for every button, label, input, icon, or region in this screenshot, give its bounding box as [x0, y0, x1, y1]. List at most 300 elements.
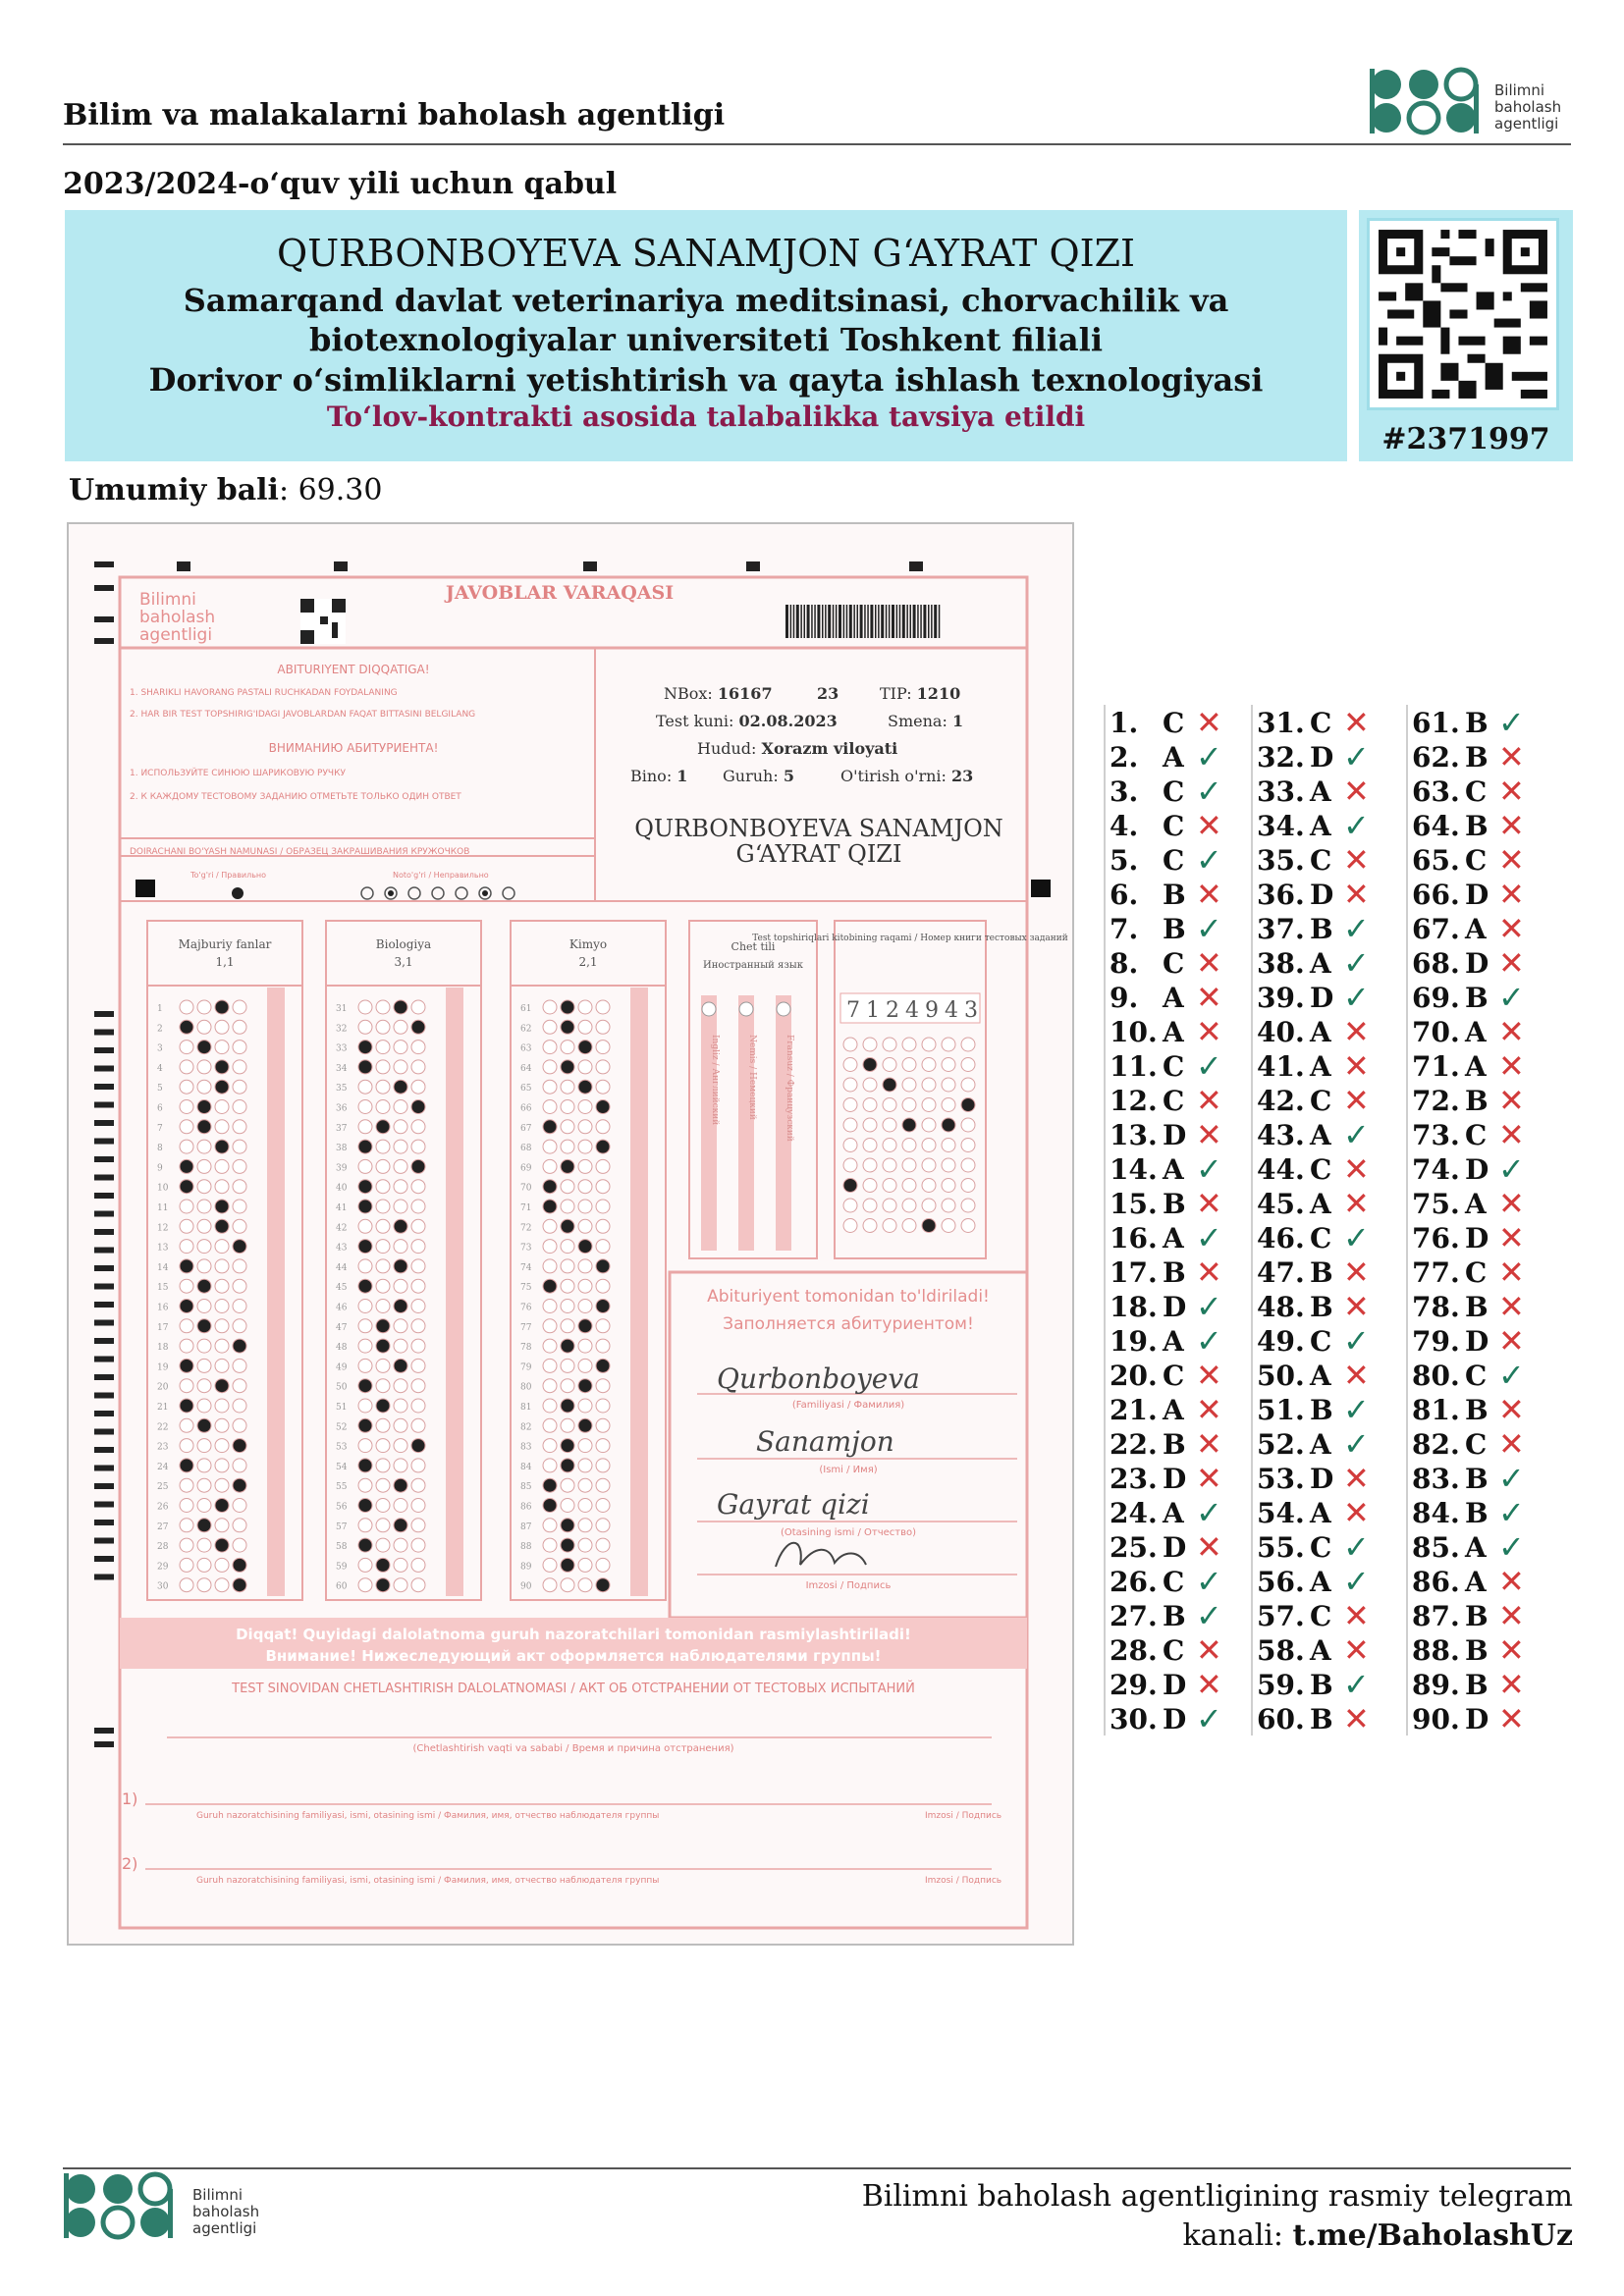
barcode-bar	[822, 605, 824, 638]
empty-bubble	[215, 1439, 229, 1453]
answer-row	[1408, 1461, 1555, 1495]
filled-bubble	[596, 1259, 610, 1273]
empty-bubble	[902, 1139, 916, 1152]
check-icon: ✓	[1343, 1391, 1370, 1428]
empty-bubble	[561, 1240, 574, 1254]
cross-icon: ✕	[1343, 841, 1370, 879]
svg-text:Hudud: Xorazm viloyati	[697, 739, 897, 758]
empty-bubble	[578, 1259, 592, 1273]
filled-bubble	[596, 1578, 610, 1592]
empty-bubble	[358, 1478, 372, 1492]
answer-row	[1106, 1117, 1253, 1151]
empty-bubble	[197, 1000, 211, 1014]
question-index: 44	[336, 1262, 348, 1273]
timing-mark	[94, 1429, 114, 1435]
check-icon: ✓	[1343, 910, 1370, 947]
question-number: 40.	[1257, 1016, 1305, 1048]
chosen-answer: C	[1163, 1085, 1185, 1117]
filled-bubble	[561, 1000, 574, 1014]
question-number: 81.	[1412, 1394, 1460, 1426]
question-index: 84	[520, 1462, 532, 1472]
question-number: 79.	[1412, 1325, 1460, 1358]
answer-row	[1408, 1048, 1555, 1083]
warning-text-ru: Внимание! Нижеследующий акт оформляется наблюдателями группы!	[265, 1647, 882, 1665]
empty-bubble	[902, 1219, 916, 1233]
barcode-bar	[913, 605, 916, 638]
question-index: 81	[520, 1403, 532, 1413]
empty-bubble	[596, 1120, 610, 1134]
chosen-answer: D	[1465, 1222, 1489, 1255]
check-icon: ✓	[1498, 1460, 1525, 1497]
filled-bubble	[358, 1060, 372, 1074]
university-line: biotexnologiyalar universiteti Toshkent filiali	[309, 321, 1103, 358]
barcode-bar	[793, 605, 795, 638]
cross-icon: ✕	[1343, 1357, 1370, 1394]
empty-bubble	[180, 1319, 193, 1333]
empty-bubble	[922, 1098, 936, 1112]
barcode-bar	[910, 605, 912, 638]
chosen-answer: C	[1465, 775, 1488, 808]
chosen-answer: C	[1163, 1360, 1185, 1392]
empty-bubble	[411, 1319, 425, 1333]
filled-bubble	[197, 1041, 211, 1054]
timing-mark	[94, 1357, 114, 1362]
answer-row	[1408, 877, 1555, 911]
question-number: 85.	[1412, 1531, 1460, 1564]
empty-bubble	[394, 1558, 407, 1572]
check-icon: ✓	[1196, 1700, 1222, 1737]
filled-bubble	[233, 1578, 246, 1592]
answer-row	[1253, 1564, 1400, 1598]
empty-bubble	[233, 1259, 246, 1273]
question-index: 90	[520, 1581, 532, 1592]
qr-code[interactable]	[1367, 218, 1559, 410]
empty-bubble	[596, 1000, 610, 1014]
empty-bubble	[411, 1279, 425, 1293]
empty-bubble	[578, 1000, 592, 1014]
check-icon: ✓	[1196, 1494, 1222, 1531]
chosen-answer: A	[1465, 1016, 1487, 1048]
chosen-answer: A	[1465, 1188, 1487, 1220]
act-title: TEST SINOVIDAN CHETLASHTIRISH DALOLATNOMASI / АКТ ОБ ОТСТРАНЕНИИ ОТ ТЕСТОВЫХ ИСПЫТАНИЙ	[232, 1682, 915, 1696]
signature-caption: Imzosi / Подпись	[805, 1580, 892, 1591]
check-icon: ✓	[1498, 1528, 1525, 1566]
question-number: 42.	[1257, 1085, 1305, 1117]
filled-bubble	[561, 1020, 574, 1034]
filled-bubble	[543, 1279, 557, 1293]
check-icon: ✓	[1343, 1528, 1370, 1566]
question-number: 78.	[1412, 1291, 1460, 1323]
filled-bubble	[561, 1558, 574, 1572]
answer-row	[1253, 705, 1400, 739]
question-number: 54.	[1257, 1497, 1305, 1529]
empty-bubble	[215, 1319, 229, 1333]
filled-bubble	[561, 1159, 574, 1173]
footer-telegram	[862, 2177, 1573, 2256]
empty-bubble	[596, 1180, 610, 1194]
empty-bubble	[863, 1038, 877, 1051]
filled-bubble	[394, 1359, 407, 1372]
empty-bubble	[411, 1339, 425, 1353]
check-icon: ✓	[1343, 944, 1370, 982]
question-index: 59	[336, 1562, 348, 1573]
answer-row	[1253, 1151, 1400, 1186]
empty-bubble	[863, 1179, 877, 1193]
empty-bubble	[215, 1459, 229, 1472]
timing-mark	[94, 1447, 114, 1453]
empty-bubble	[376, 1300, 390, 1313]
empty-bubble	[358, 1300, 372, 1313]
sheet-title: JAVOBLAR VARAQASI	[445, 582, 675, 604]
empty-bubble	[394, 1459, 407, 1472]
answer-row	[1253, 1186, 1400, 1220]
timing-mark	[94, 1084, 114, 1090]
empty-bubble	[411, 1200, 425, 1213]
question-number: 33.	[1257, 775, 1305, 808]
empty-bubble	[197, 1259, 211, 1273]
question-index: 8	[157, 1144, 163, 1154]
empty-bubble	[961, 1078, 975, 1092]
question-index: 62	[520, 1024, 532, 1035]
empty-bubble	[358, 1000, 372, 1014]
answer-column	[1406, 705, 1555, 1735]
question-index: 15	[157, 1283, 169, 1294]
barcode-bar	[846, 605, 848, 638]
question-number: 20.	[1110, 1360, 1158, 1392]
empty-bubble	[578, 1120, 592, 1134]
filled-bubble	[578, 1240, 592, 1254]
question-index: 85	[520, 1482, 532, 1493]
barcode-bar	[790, 605, 792, 638]
answer-row	[1253, 1220, 1400, 1255]
empty-bubble	[376, 1499, 390, 1513]
empty-bubble	[233, 1418, 246, 1432]
timing-mark	[94, 1320, 114, 1326]
check-icon: ✓	[1196, 1322, 1222, 1360]
cross-icon: ✕	[1343, 1460, 1370, 1497]
barcode-bar	[892, 605, 894, 638]
chosen-answer: D	[1310, 982, 1334, 1014]
empty-bubble	[358, 1558, 372, 1572]
barcode-bar	[896, 605, 898, 638]
empty-bubble	[358, 1100, 372, 1114]
check-icon: ✓	[1343, 1425, 1370, 1463]
check-icon: ✓	[1343, 1219, 1370, 1256]
language-bubble	[739, 1002, 753, 1016]
empty-bubble	[543, 1020, 557, 1034]
chosen-answer: A	[1310, 1016, 1331, 1048]
empty-bubble	[358, 1020, 372, 1034]
question-number: 57.	[1257, 1600, 1305, 1632]
barcode-bar	[857, 605, 859, 638]
empty-bubble	[376, 1519, 390, 1532]
svg-text:Guruh: 5	[723, 767, 794, 785]
question-number: 89.	[1412, 1669, 1460, 1701]
question-number: 22.	[1110, 1428, 1158, 1461]
check-icon: ✓	[1196, 841, 1222, 879]
chosen-answer: B	[1465, 1085, 1489, 1117]
filled-bubble	[180, 1159, 193, 1173]
timing-mark	[94, 1102, 114, 1108]
footer-divider	[63, 2167, 1571, 2169]
empty-bubble	[233, 1459, 246, 1472]
answer-row	[1106, 739, 1253, 774]
answer-row	[1253, 1255, 1400, 1289]
question-number: 58.	[1257, 1634, 1305, 1667]
question-number: 48.	[1257, 1291, 1305, 1323]
question-number: 39.	[1257, 982, 1305, 1014]
question-number: 75.	[1412, 1188, 1460, 1220]
empty-bubble	[543, 1100, 557, 1114]
empty-bubble	[543, 1219, 557, 1233]
empty-bubble	[233, 1200, 246, 1213]
timing-mark	[94, 1502, 114, 1508]
question-index: 30	[157, 1581, 169, 1592]
empty-bubble	[394, 1399, 407, 1413]
question-index: 89	[520, 1562, 532, 1573]
empty-bubble	[233, 1219, 246, 1233]
question-number: 62.	[1412, 741, 1460, 774]
question-number: 9.	[1110, 982, 1139, 1014]
filled-bubble	[197, 1418, 211, 1432]
empty-bubble	[197, 1379, 211, 1393]
empty-bubble	[883, 1179, 896, 1193]
empty-bubble	[233, 1519, 246, 1532]
empty-bubble	[922, 1179, 936, 1193]
empty-bubble	[394, 1319, 407, 1333]
region-value: Xorazm viloyati	[761, 739, 898, 758]
empty-bubble	[376, 1041, 390, 1054]
empty-bubble	[883, 1219, 896, 1233]
empty-bubble	[376, 1140, 390, 1153]
question-index: 78	[520, 1343, 532, 1354]
empty-bubble	[543, 1041, 557, 1054]
filled-bubble	[394, 1478, 407, 1492]
empty-bubble	[942, 1219, 955, 1233]
empty-bubble	[561, 1578, 574, 1592]
logo-mark-icon	[59, 2169, 196, 2244]
observer-sign: Imzosi / Подпись	[925, 1811, 1002, 1821]
timing-mark	[94, 1229, 114, 1235]
chosen-answer: B	[1310, 1703, 1333, 1735]
subject-code: 2,1	[578, 955, 598, 969]
question-number: 80.	[1412, 1360, 1460, 1392]
chosen-answer: C	[1163, 1050, 1185, 1083]
question-index: 11	[157, 1203, 169, 1213]
empty-bubble	[543, 1418, 557, 1432]
empty-bubble	[596, 1538, 610, 1552]
filled-bubble	[358, 1041, 372, 1054]
empty-bubble	[543, 1140, 557, 1153]
empty-bubble	[561, 1259, 574, 1273]
answer-sheet-drawing	[69, 524, 1072, 1944]
empty-bubble	[197, 1219, 211, 1233]
answer-row	[1408, 1632, 1555, 1667]
group-label: Guruh:	[723, 767, 779, 785]
chosen-answer: C	[1310, 1531, 1332, 1564]
barcode-bar	[870, 605, 873, 638]
cross-icon: ✕	[1498, 1666, 1525, 1703]
empty-bubble	[596, 1379, 610, 1393]
cross-icon: ✕	[1196, 1631, 1222, 1669]
empty-bubble	[578, 1300, 592, 1313]
empty-bubble	[596, 1439, 610, 1453]
empty-bubble	[578, 1558, 592, 1572]
empty-bubble	[902, 1078, 916, 1092]
answer-row	[1106, 911, 1253, 945]
empty-bubble	[883, 1038, 896, 1051]
empty-bubble	[197, 1140, 211, 1153]
empty-bubble	[543, 1080, 557, 1094]
empty-bubble	[197, 1558, 211, 1572]
sheet-name-line: QURBONBOYEVA SANAMJON	[634, 815, 1003, 842]
empty-bubble	[411, 1259, 425, 1273]
logo-text	[1494, 82, 1561, 133]
question-index: 53	[336, 1442, 348, 1453]
empty-bubble	[596, 1519, 610, 1532]
answer-row	[1106, 945, 1253, 980]
question-index: 51	[336, 1403, 348, 1413]
filled-bubble	[411, 1100, 425, 1114]
answer-row	[1408, 739, 1555, 774]
empty-bubble	[561, 1041, 574, 1054]
cross-icon: ✕	[1498, 1013, 1525, 1050]
question-index: 42	[336, 1223, 348, 1234]
empty-bubble	[922, 1078, 936, 1092]
empty-bubble	[843, 1058, 857, 1072]
question-index: 74	[520, 1262, 532, 1273]
question-number: 8.	[1110, 947, 1139, 980]
barcode-bar	[928, 605, 930, 638]
cross-icon: ✕	[1498, 841, 1525, 879]
filled-bubble	[394, 1000, 407, 1014]
question-number: 46.	[1257, 1222, 1305, 1255]
cross-icon: ✕	[1343, 1494, 1370, 1531]
empty-bubble	[358, 1439, 372, 1453]
filled-bubble	[543, 1180, 557, 1194]
empty-bubble	[883, 1118, 896, 1132]
building-label: Bino:	[630, 767, 673, 785]
question-index: 38	[336, 1144, 348, 1154]
empty-bubble	[596, 1478, 610, 1492]
empty-bubble	[578, 1459, 592, 1472]
cross-icon: ✕	[1343, 1150, 1370, 1188]
check-icon: ✓	[1343, 1322, 1370, 1360]
chosen-answer: A	[1163, 1325, 1184, 1358]
filled-bubble	[578, 1418, 592, 1432]
empty-bubble	[883, 1199, 896, 1212]
barcode-bar	[811, 605, 813, 638]
chosen-answer: B	[1310, 1394, 1333, 1426]
empty-bubble	[578, 1578, 592, 1592]
question-index: 45	[336, 1283, 348, 1294]
empty-bubble	[843, 1118, 857, 1132]
answer-row	[1253, 980, 1400, 1014]
chosen-answer: B	[1310, 1256, 1333, 1289]
question-index: 56	[336, 1502, 348, 1513]
chosen-answer: C	[1465, 844, 1488, 877]
qr-panel	[1359, 210, 1573, 461]
chosen-answer: B	[1465, 1497, 1489, 1529]
empty-bubble	[561, 1499, 574, 1513]
chosen-answer: C	[1163, 1566, 1185, 1598]
filled-bubble	[180, 1399, 193, 1413]
empty-bubble	[215, 1359, 229, 1372]
answer-row	[1106, 705, 1253, 739]
chosen-answer: D	[1163, 1703, 1187, 1735]
cross-icon: ✕	[1343, 1185, 1370, 1222]
book-number-value: 7124943	[846, 998, 984, 1023]
empty-bubble	[394, 1418, 407, 1432]
telegram-link[interactable]: t.me/BaholashUz	[1292, 2218, 1573, 2253]
question-index: 79	[520, 1362, 532, 1373]
chosen-answer: D	[1310, 741, 1334, 774]
empty-bubble	[394, 1060, 407, 1074]
barcode-bar	[923, 605, 926, 638]
answer-row	[1106, 1495, 1253, 1529]
question-index: 9	[157, 1163, 163, 1174]
chosen-answer: A	[1310, 1360, 1331, 1392]
empty-bubble	[394, 1041, 407, 1054]
empty-bubble	[843, 1199, 857, 1212]
empty-bubble	[376, 1259, 390, 1273]
answer-row	[1408, 1117, 1555, 1151]
question-index: 46	[336, 1303, 348, 1313]
question-index: 31	[336, 1004, 348, 1014]
svg-text:O'tirish o'rni: 23	[840, 767, 973, 785]
chosen-answer: C	[1310, 1600, 1332, 1632]
empty-bubble	[394, 1100, 407, 1114]
empty-bubble	[883, 1139, 896, 1152]
chosen-answer: D	[1163, 1531, 1187, 1564]
empty-bubble	[180, 1578, 193, 1592]
timing-mark	[94, 1211, 114, 1217]
empty-bubble	[197, 1499, 211, 1513]
answer-row	[1253, 1323, 1400, 1358]
question-number: 6.	[1110, 879, 1139, 911]
filled-bubble	[358, 1459, 372, 1472]
act-reason: (Chetlashtirish vaqti va sababi / Время и причина отстранения)	[412, 1743, 734, 1754]
empty-bubble	[233, 1120, 246, 1134]
language-option: Ingliz / Английский	[710, 1035, 720, 1126]
filled-bubble	[197, 1100, 211, 1114]
cross-icon: ✕	[1498, 1322, 1525, 1360]
subject-code: 1,1	[215, 955, 235, 969]
answer-row	[1408, 705, 1555, 739]
barcode-bar	[843, 605, 845, 638]
empty-bubble	[180, 1140, 193, 1153]
timing-mark	[94, 1248, 114, 1254]
chosen-answer: C	[1163, 775, 1185, 808]
chosen-answer: B	[1465, 1291, 1489, 1323]
empty-bubble	[180, 1120, 193, 1134]
empty-bubble	[543, 1339, 557, 1353]
empty-bubble	[180, 1538, 193, 1552]
question-number: 65.	[1412, 844, 1460, 877]
filled-bubble	[180, 1359, 193, 1372]
answer-row	[1408, 1667, 1555, 1701]
barcode-bar	[917, 605, 919, 638]
timing-mark	[94, 1393, 114, 1399]
logo-text-line: Bilimni	[1494, 81, 1545, 99]
timing-mark	[94, 1156, 114, 1162]
cross-icon: ✕	[1196, 876, 1222, 913]
chosen-answer: B	[1465, 982, 1489, 1014]
chosen-answer: C	[1465, 1256, 1488, 1289]
chosen-answer: D	[1163, 1119, 1187, 1151]
filled-bubble	[578, 1080, 592, 1094]
question-index: 52	[336, 1422, 348, 1433]
